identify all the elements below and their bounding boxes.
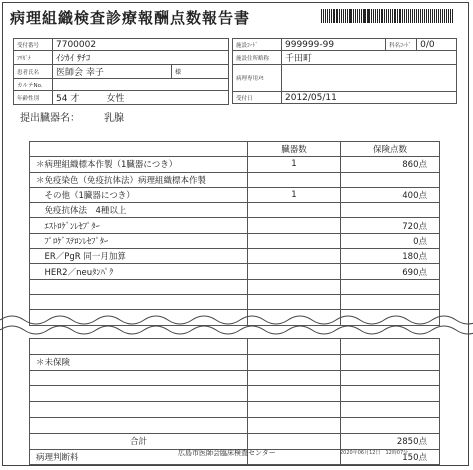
table-row [30,249,440,264]
total-label: 合計 [30,433,248,449]
cell-points [341,354,440,370]
facility-name-label: 施設住所略称 [233,51,282,65]
dept-code: 0/0 [417,39,457,51]
cell-count [248,402,341,418]
cell-points [341,417,440,433]
accept-no: 7700002 [53,39,229,51]
cell-item: HER2／neuﾀﾝﾊﾟｸ [30,264,248,279]
age-label: 年齢性別 [14,91,53,105]
organ-value: 乳腺 [104,113,124,124]
table-row [30,218,440,233]
facility-code-label: 施設ｺｰﾄﾞ [233,39,282,51]
patient-name: 医師会 幸子 [53,65,172,79]
header-count: 臓器数 [248,142,341,157]
cell-item [30,294,248,309]
facility-code: 999999-99 [282,39,386,51]
kana-label: ﾌﾘｶﾞﾅ [14,51,53,65]
cell-item: ﾌﾟﾛｹﾞｽﾃﾛﾝﾚｾﾌﾟﾀｰ [30,233,248,248]
points-table [29,141,440,326]
table-row [30,233,440,248]
cell-item: ｴｽﾄﾛｹﾞﾝﾚｾﾌﾟﾀｰ [30,218,248,233]
cell-points: 860点 [341,157,440,172]
total-row [30,433,440,449]
total-count [248,433,341,449]
cell-item: ER／PgR 同一月加算 [30,249,248,264]
cell-points: 400点 [341,187,440,202]
cell-item [30,339,248,355]
sama: 様 [172,65,229,79]
facility-info-table [232,38,457,104]
name-label: 患者氏名 [14,65,53,79]
accept-no-label: 受付番号 [14,39,53,51]
table-row [30,264,440,279]
cell-count [248,233,341,248]
table-row [30,339,440,355]
table-row [30,172,440,187]
cell-item [30,417,248,433]
cell-count [248,172,341,187]
fee-points: 150点 [341,449,440,465]
submitted-organ [20,109,148,124]
table-row [30,370,440,386]
cell-points [341,370,440,386]
sex-value: 女性 [106,94,125,104]
cell-item: その他（1臓器につき） [30,187,248,202]
table-header [30,142,440,157]
cell-points [341,172,440,187]
age-value: 54 才 [56,94,80,104]
total-points: 2850点 [341,433,440,449]
cell-item: 免疫抗体法 4種以上 [30,203,248,218]
cell-count: 1 [248,157,341,172]
karte-label: カルテNo. [14,79,53,91]
barcode [321,9,453,23]
cell-item [30,386,248,402]
cell-count [248,339,341,355]
cell-points [341,279,440,294]
date-label: 受付日 [233,92,282,104]
table-row [30,354,440,370]
cell-item: ＊免疫染色（免疫抗体法）病理組織標本作製 [30,172,248,187]
patient-info-table [13,38,229,105]
organ-label: 提出臓器名： [20,113,80,124]
cell-points: 690点 [341,264,440,279]
cell-item: ＊未保険 [30,354,248,370]
cell-points: 720点 [341,218,440,233]
cell-count [248,417,341,433]
received-date: 2012/05/11 [282,92,457,104]
page-break-wave [0,310,473,340]
cell-count [248,203,341,218]
table-row [30,203,440,218]
table-row [30,386,440,402]
kana-value: ｲｼｶｲ ｻﾁｺ [53,51,229,65]
cell-count [248,386,341,402]
cell-item [30,370,248,386]
table-row [30,417,440,433]
table-row [30,402,440,418]
cell-points [341,386,440,402]
lower-table [29,338,440,465]
cell-item [30,402,248,418]
cell-points [341,402,440,418]
dept-label: 科名ｺｰﾄﾞ [386,39,417,51]
report-title: 病理組織検査診療報酬点数報告書 [10,9,251,27]
print-stamp: 2020年06月12日 12時07分 [340,450,409,456]
karte-value [53,79,229,91]
cell-points: 180点 [341,249,440,264]
cell-count [248,354,341,370]
cell-count [248,279,341,294]
cell-count [248,264,341,279]
cell-count [248,218,341,233]
cell-points [341,294,440,309]
cell-points [341,339,440,355]
footer-center: 広島市医師会臨床検査センター [178,449,276,457]
table-row [30,187,440,202]
cell-count [248,370,341,386]
header-points: 保険点数 [341,142,440,157]
cell-count [248,294,341,309]
fee-label: 病理判断料 [30,449,248,465]
header-item [30,142,248,157]
table-row [30,279,440,294]
cell-points: 0点 [341,233,440,248]
facility-name: 千田町 [282,51,457,65]
cell-count: 1 [248,187,341,202]
pathology-memo-label: 病理専用ﾒﾓ [233,65,282,92]
table-row [30,157,440,172]
table-row [30,294,440,309]
cell-item: ＊病理組織標本作製（1臓器につき） [30,157,248,172]
cell-item [30,279,248,294]
cell-points [341,203,440,218]
cell-count [248,249,341,264]
pathology-memo [282,65,457,92]
